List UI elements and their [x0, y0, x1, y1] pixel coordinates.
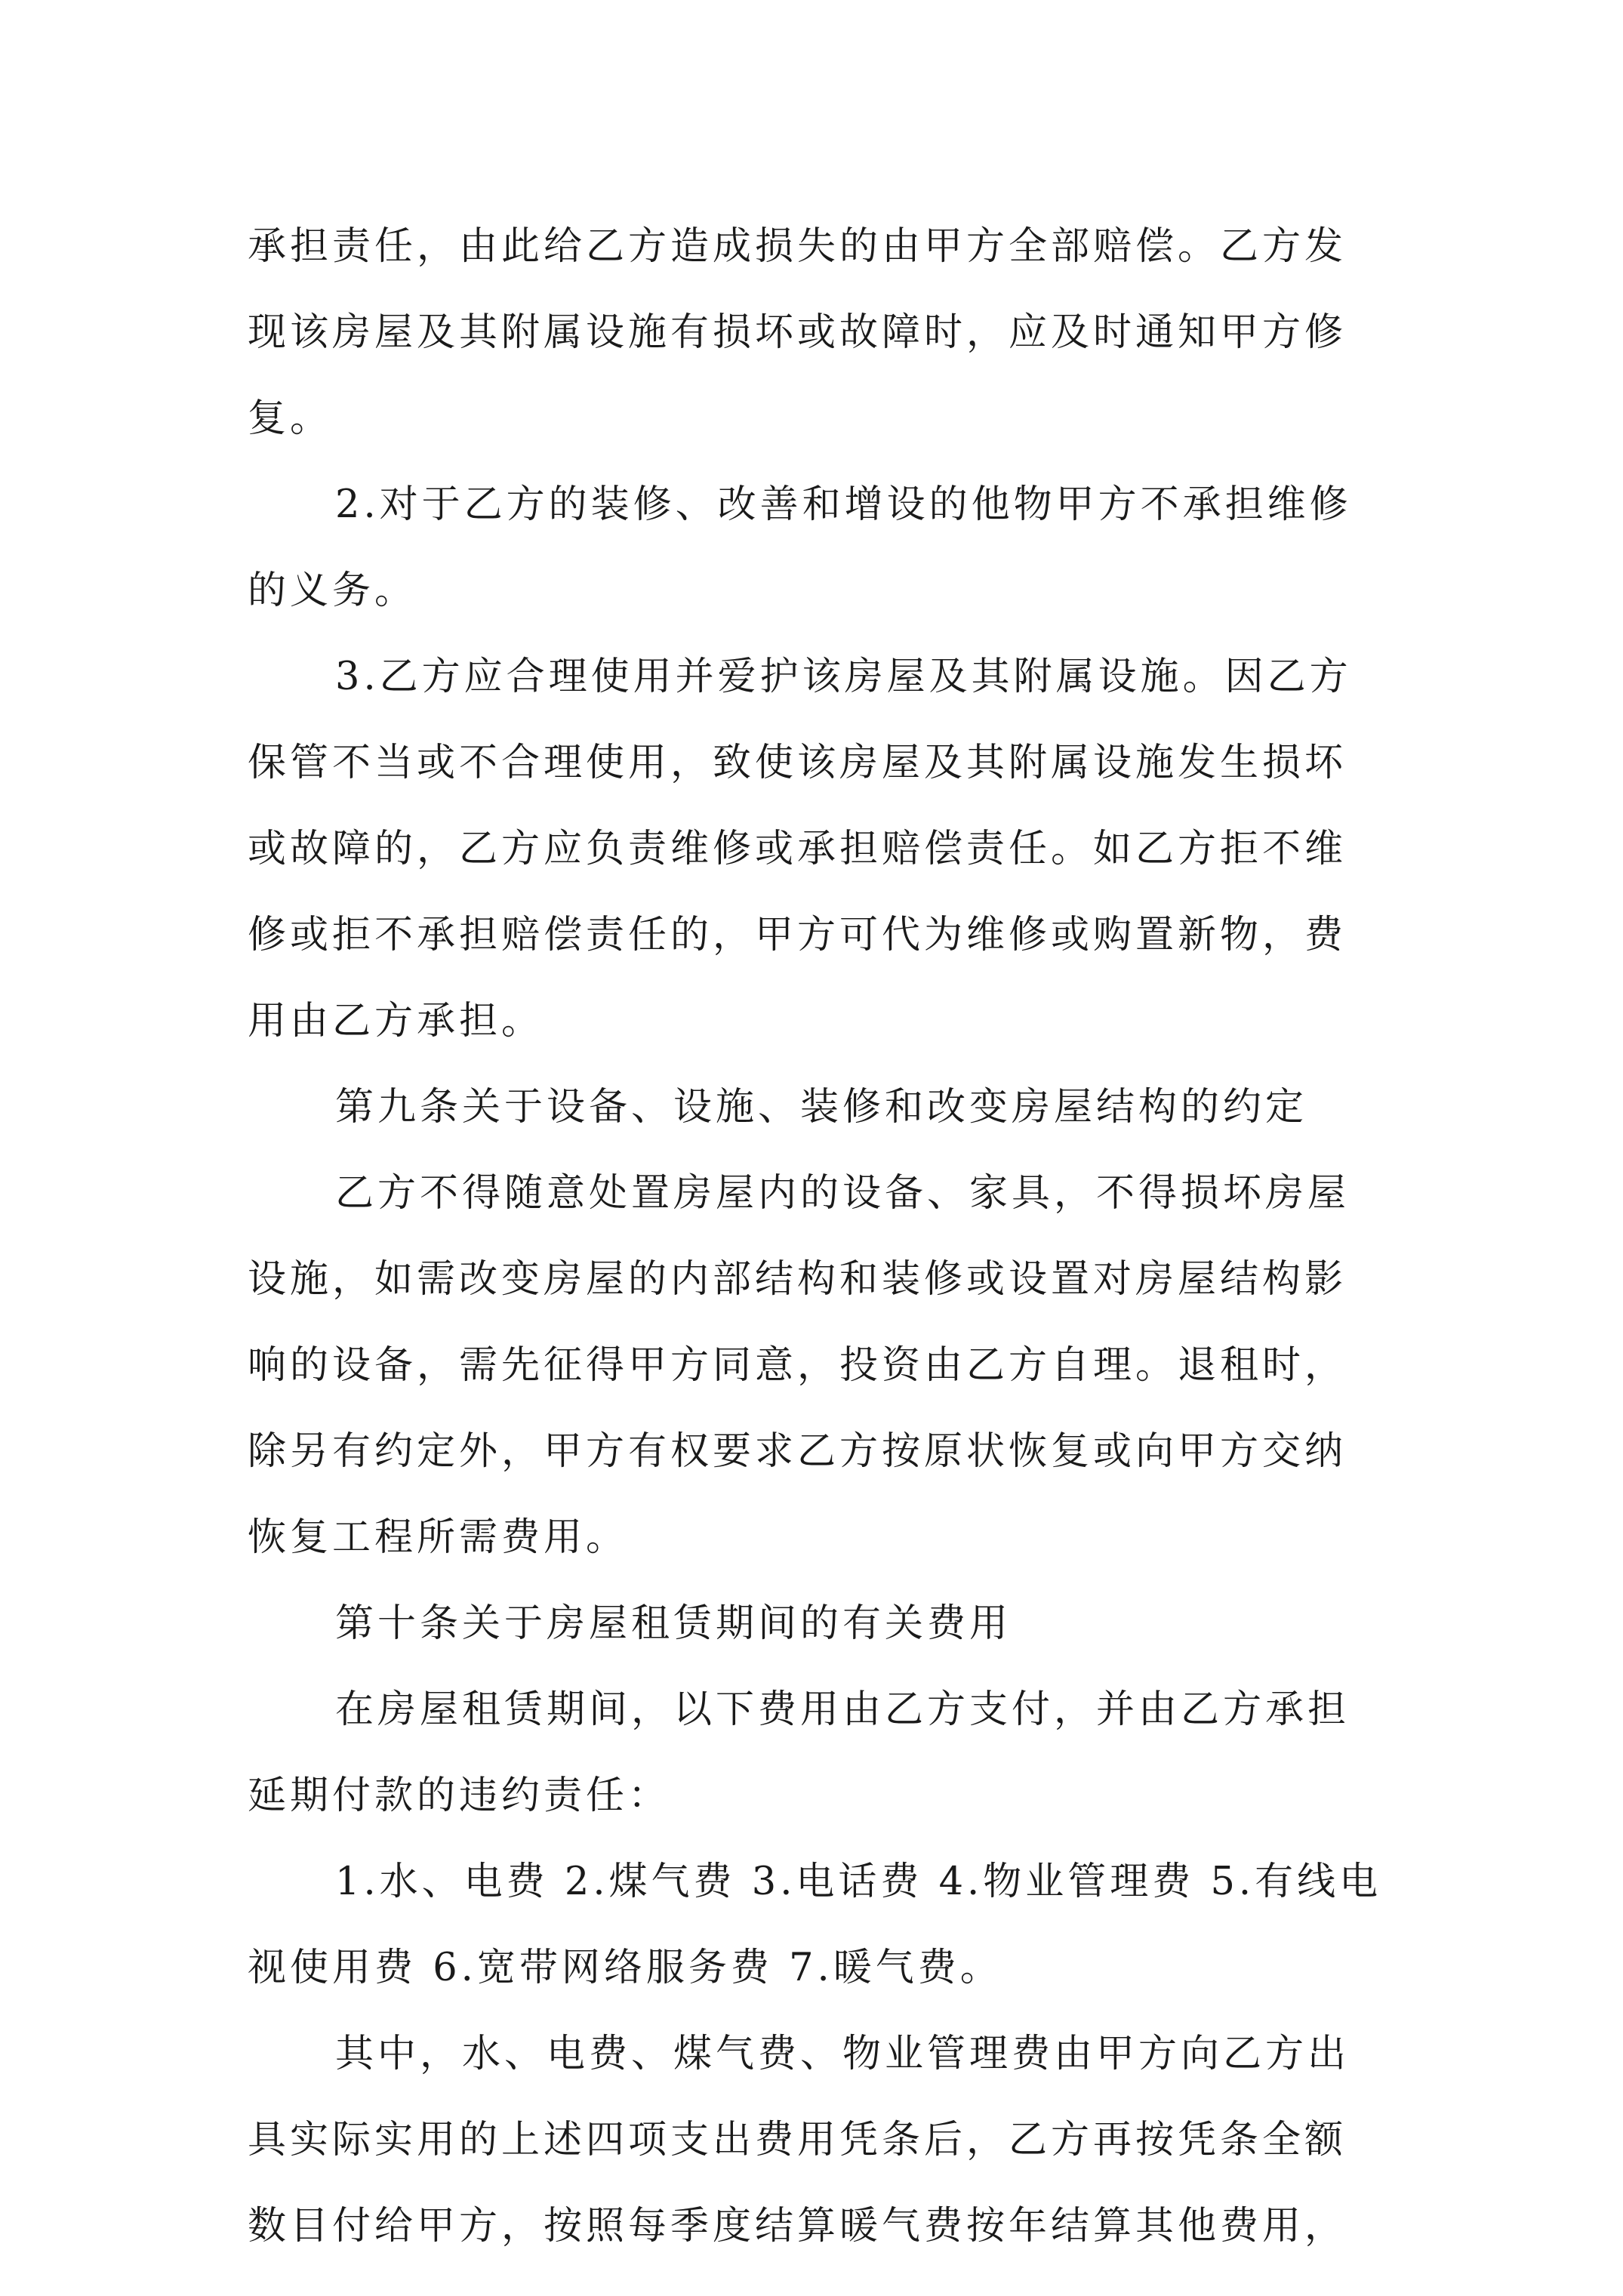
text-line: 保管不当或不合理使用，致使该房屋及其附属设施发生损坏	[248, 741, 1347, 785]
text-line: 延期付款的违约责任：	[248, 1774, 671, 1818]
text-line: 在房屋租赁期间，以下费用由乙方支付，并由乙方承担	[335, 1687, 1350, 1732]
text-line: 具实际实用的上述四项支出费用凭条后，乙方再按凭条全额	[248, 2118, 1347, 2162]
text-line: 修或拒不承担赔偿责任的，甲方可代为维修或购置新物，费	[248, 913, 1347, 957]
text-line: 第九条关于设备、设施、装修和改变房屋结构的约定	[335, 1085, 1308, 1130]
text-line: 第十条关于房屋租赁期间的有关费用	[335, 1601, 1012, 1646]
text-line: 视使用费 6.宽带网络服务费 7.暖气费。	[248, 1946, 1002, 1990]
text-line: 乙方不得随意处置房屋内的设备、家具，不得损坏房屋	[335, 1171, 1350, 1216]
text-line: 2.对于乙方的装修、改善和增设的他物甲方不承担维修	[335, 482, 1352, 527]
text-line: 用由乙方承担。	[248, 999, 544, 1043]
text-line: 除另有约定外，甲方有权要求乙方按原状恢复或向甲方交纳	[248, 1429, 1347, 1474]
text-line: 恢复工程所需费用。	[248, 1515, 629, 1560]
text-line: 其中，水、电费、煤气费、物业管理费由甲方向乙方出	[335, 2032, 1350, 2076]
text-line: 响的设备，需先征得甲方同意，投资由乙方自理。退租时，	[248, 1343, 1347, 1388]
text-line: 复。	[248, 396, 333, 441]
text-line: 的义务。	[248, 569, 417, 613]
text-line: 数目付给甲方，按照每季度结算暖气费按年结算其他费用，	[248, 2204, 1347, 2248]
text-line: 设施，如需改变房屋的内部结构和装修或设置对房屋结构影	[248, 1257, 1347, 1302]
text-line: 3.乙方应合理使用并爱护该房屋及其附属设施。因乙方	[335, 655, 1352, 699]
text-line: 或故障的，乙方应负责维修或承担赔偿责任。如乙方拒不维	[248, 827, 1347, 871]
document-body	[248, 220, 1380, 2286]
text-line: 承担责任，由此给乙方造成损失的由甲方全部赔偿。乙方发	[248, 224, 1347, 269]
text-line: 1.水、电费 2.煤气费 3.电话费 4.物业管理费 5.有线电	[335, 1860, 1382, 1904]
text-line: 现该房屋及其附属设施有损坏或故障时，应及时通知甲方修	[248, 310, 1347, 355]
